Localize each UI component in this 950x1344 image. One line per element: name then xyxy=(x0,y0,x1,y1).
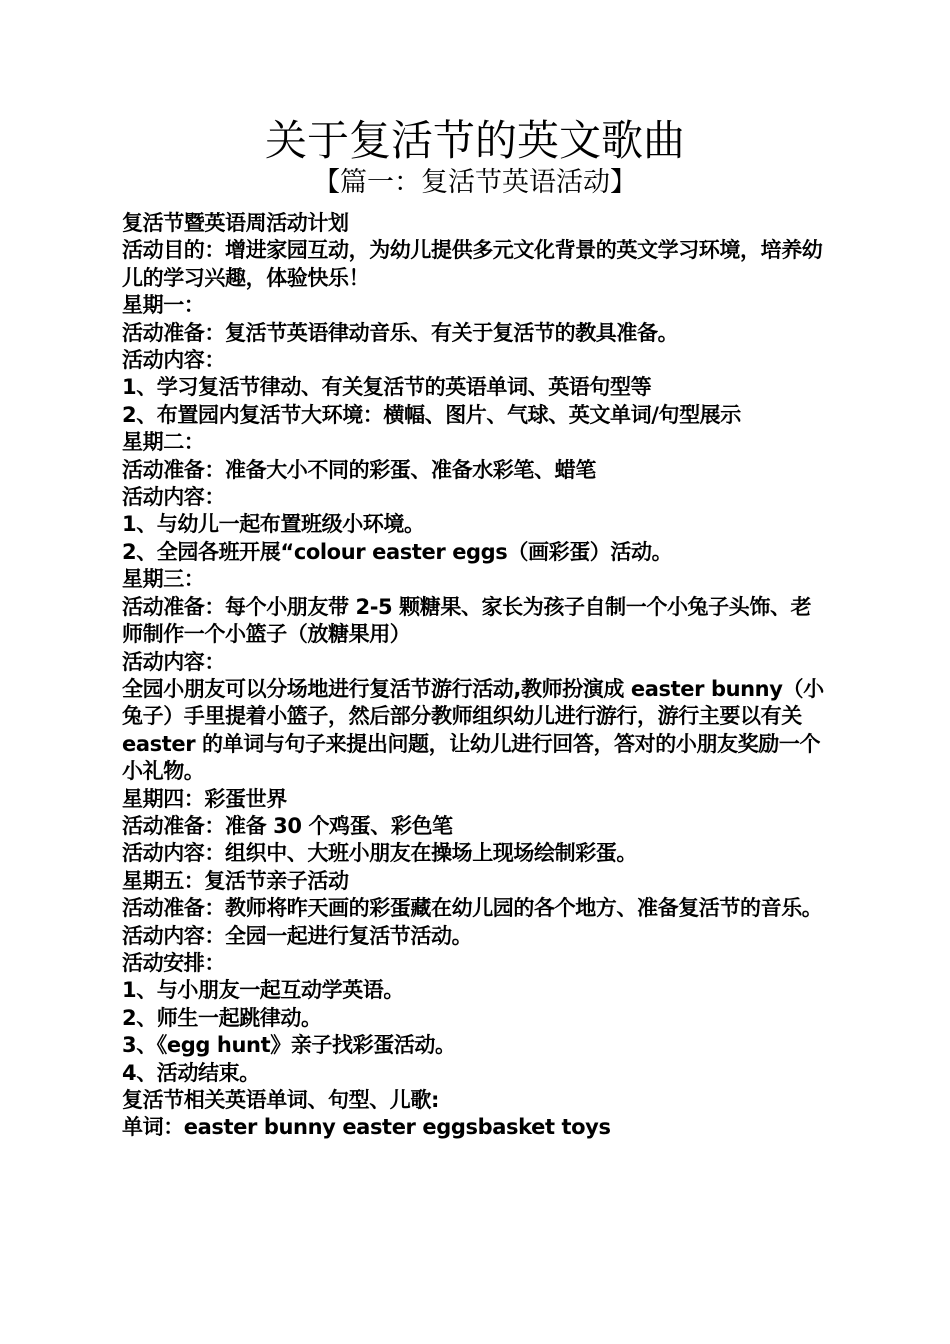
paragraph-line: 复活节暨英语周活动计划 xyxy=(122,211,349,235)
paragraph-line: 2、师生一起跳律动。 xyxy=(122,1005,322,1030)
paragraph-line: 活动准备：准备大小不同的彩蛋、准备水彩笔、蜡笔 xyxy=(122,457,596,482)
paragraph-line: 活动安排： xyxy=(122,950,225,975)
paragraph-line: 星期一： xyxy=(122,293,205,318)
paragraph-line: 2、全园各班开展“colour easter eggs（画彩蛋）活动。 xyxy=(122,539,673,564)
paragraph-line: 活动内容： xyxy=(122,348,225,373)
paragraph-line: 活动准备：复活节英语律动音乐、有关于复活节的教具准备。 xyxy=(122,320,679,345)
paragraph-line: 星期四：彩蛋世界 xyxy=(122,786,287,811)
paragraph-line: 4、活动结束。 xyxy=(122,1060,260,1085)
paragraph-line: 活动准备：准备 30 个鸡蛋、彩色笔 xyxy=(122,813,453,838)
document-body xyxy=(115,210,827,1142)
paragraph-line: 全园小朋友可以分场地进行复活节游行活动,教师扮演成 easter bunny（小兔子）手里提着小篮子，然后部分教师组织幼儿进行游行，游行主要以有关 easter 的单词与句子来提出问题，让幼儿进行回答，答对的小朋友奖励一个小礼物。 xyxy=(122,676,824,784)
page-title: 关于复活节的英文歌曲 xyxy=(264,116,685,165)
paragraph-line: 复活节相关英语单词、句型、儿歌: xyxy=(122,1088,439,1112)
section-heading: 【篇一：复活节英语活动】 xyxy=(313,167,637,198)
paragraph-line: 活动内容：全园一起进行复活节活动。 xyxy=(122,923,473,948)
paragraph-line: 活动目的：增进家园互动，为幼儿提供多元文化背景的英文学习环境，培养幼儿的学习兴趣，体验快乐！ xyxy=(122,238,823,290)
paragraph-line: 活动准备：教师将昨天画的彩蛋藏在幼儿园的各个地方、准备复活节的音乐。 xyxy=(122,896,823,921)
paragraph-line: 星期五：复活节亲子活动 xyxy=(122,868,349,893)
paragraph-line: 活动内容： xyxy=(122,649,225,674)
paragraph-line: 星期二： xyxy=(122,430,205,455)
paragraph-line: 1、与幼儿一起布置班级小环境。 xyxy=(122,512,425,537)
paragraph-line: 活动准备：每个小朋友带 2-5 颗糖果、家长为孩子自制一个小兔子头饰、老师制作一个小篮子（放糖果用） xyxy=(122,594,812,647)
paragraph-line: 3、《egg hunt》亲子找彩蛋活动。 xyxy=(122,1033,456,1058)
paragraph-line: 活动内容：组织中、大班小朋友在操场上现场绘制彩蛋。 xyxy=(122,841,637,866)
paragraph-line: 星期三： xyxy=(122,567,205,592)
paragraph-line: 2、布置园内复活节大环境：横幅、图片、气球、英文单词/句型展示 xyxy=(122,402,741,427)
paragraph-line: 活动内容： xyxy=(122,485,225,510)
paragraph-line: 1、与小朋友一起互动学英语。 xyxy=(122,978,405,1003)
paragraph-line: 1、学习复活节律动、有关复活节的英语单词、英语句型等 xyxy=(122,375,652,400)
paragraph-line: 单词：easter bunny easter eggsbasket toys xyxy=(122,1115,611,1140)
